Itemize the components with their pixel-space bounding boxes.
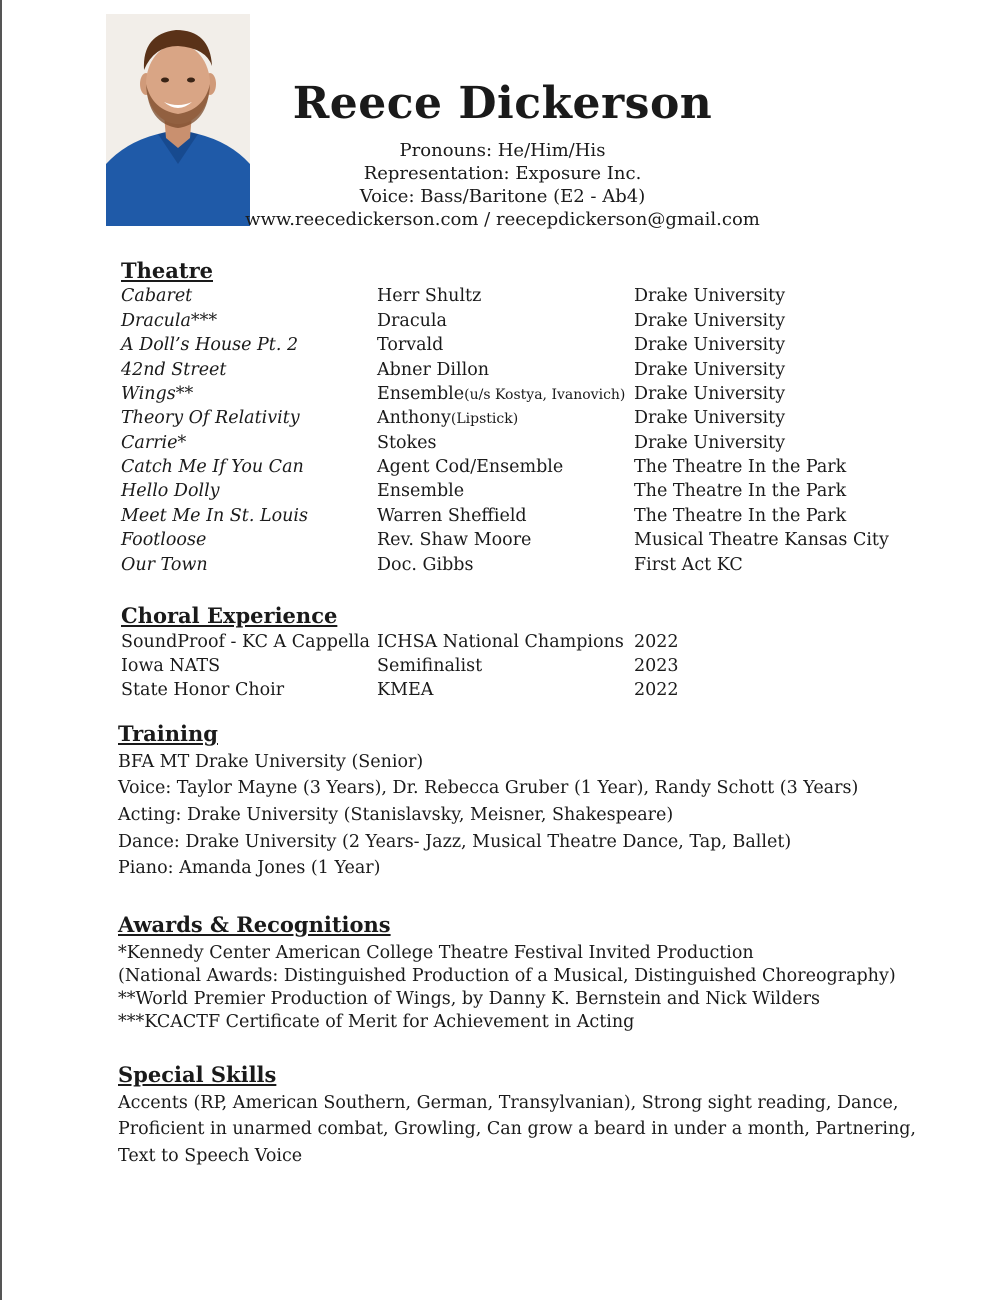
person-name: Reece Dickerson	[292, 78, 713, 129]
theatre-show: Cabaret	[121, 286, 193, 306]
theatre-venue: Drake University	[634, 433, 786, 453]
theatre-venue: Drake University	[634, 286, 786, 306]
theatre-show: Carrie*	[121, 433, 187, 453]
theatre-role: Agent Cod/Ensemble	[377, 457, 564, 477]
choral-group: SoundProof - KC A Cappella	[121, 632, 370, 652]
theatre-venue: Drake University	[634, 408, 786, 428]
theatre-role: Herr Shultz	[377, 286, 482, 306]
theatre-show: Dracula***	[121, 311, 218, 331]
theatre-role: Ensemble(u/s Kostya, Ivanovich)	[377, 384, 626, 404]
role-note: (u/s Kostya, Ivanovich)	[464, 387, 626, 403]
choral-heading: Choral Experience	[121, 603, 338, 628]
training-line: Acting: Drake University (Stanislavsky, Meisner, Shakespeare)	[118, 805, 674, 825]
choral-year: 2022	[634, 632, 679, 652]
awards-heading: Awards & Recognitions	[118, 912, 391, 937]
theatre-role: Abner Dillon	[377, 360, 490, 380]
theatre-role: Ensemble	[377, 481, 465, 501]
choral-group: Iowa NATS	[121, 656, 221, 676]
choral-year: 2022	[634, 680, 679, 700]
training-line: Dance: Drake University (2 Years- Jazz, Musical Theatre Dance, Tap, Ballet)	[118, 832, 792, 852]
theatre-venue: Drake University	[634, 335, 786, 355]
theatre-role: Stokes	[377, 433, 437, 453]
training-line: Piano: Amanda Jones (1 Year)	[118, 858, 381, 878]
role-note: (Lipstick)	[450, 411, 519, 427]
awards-line: *Kennedy Center American College Theatre Festival Invited Production	[118, 943, 754, 963]
theatre-show: 42nd Street	[121, 360, 227, 380]
theatre-show: Theory Of Relativity	[121, 408, 300, 428]
training-heading: Training	[118, 721, 218, 746]
theatre-heading: Theatre	[121, 258, 213, 283]
theatre-role: Doc. Gibbs	[377, 555, 474, 575]
skills-line: Accents (RP, American Southern, German, Transylvanian), Strong sight reading, Dance,	[118, 1093, 899, 1113]
representation: Representation: Exposure Inc.	[363, 163, 642, 184]
choral-group: State Honor Choir	[121, 680, 285, 700]
theatre-venue: Drake University	[634, 384, 786, 404]
theatre-show: Hello Dolly	[121, 481, 220, 501]
choral-year: 2023	[634, 656, 679, 676]
awards-line: **World Premier Production of Wings, by Danny K. Bernstein and Nick Wilders	[118, 989, 820, 1009]
skills-heading: Special Skills	[118, 1062, 277, 1087]
pronouns: Pronouns: He/Him/His	[399, 140, 606, 161]
awards-line: ***KCACTF Certificate of Merit for Achievement in Acting	[118, 1012, 635, 1032]
contact-line: www.reecedickerson.com / reecepdickerson@gmail.com	[245, 209, 760, 230]
theatre-role: Dracula	[377, 311, 447, 331]
theatre-venue: Musical Theatre Kansas City	[634, 530, 889, 550]
voice-range: Voice: Bass/Baritone (E2 - Ab4)	[359, 186, 646, 207]
theatre-show: Meet Me In St. Louis	[121, 506, 308, 526]
theatre-show: A Doll’s House Pt. 2	[121, 335, 299, 355]
training-line: BFA MT Drake University (Senior)	[118, 752, 424, 772]
theatre-role: Anthony(Lipstick)	[377, 408, 519, 428]
theatre-show: Footloose	[121, 530, 207, 550]
theatre-venue: Drake University	[634, 360, 786, 380]
theatre-venue: Drake University	[634, 311, 786, 331]
choral-result: Semifinalist	[377, 656, 483, 676]
skills-line: Text to Speech Voice	[118, 1146, 303, 1166]
theatre-role: Torvald	[377, 335, 444, 355]
theatre-show: Wings**	[121, 384, 194, 404]
theatre-show: Our Town	[121, 555, 208, 575]
theatre-venue: First Act KC	[634, 555, 743, 575]
theatre-venue: The Theatre In the Park	[634, 506, 847, 526]
theatre-role: Rev. Shaw Moore	[377, 530, 532, 550]
skills-line: Proficient in unarmed combat, Growling, Can grow a beard in under a month, Partnering,	[118, 1119, 916, 1139]
theatre-role: Warren Sheffield	[377, 506, 527, 526]
choral-result: KMEA	[377, 680, 434, 700]
awards-line: (National Awards: Distinguished Production of a Musical, Distinguished Choreography)	[118, 966, 896, 986]
theatre-show: Catch Me If You Can	[121, 457, 304, 477]
training-line: Voice: Taylor Mayne (3 Years), Dr. Rebecca Gruber (1 Year), Randy Schott (3 Years)	[118, 778, 859, 798]
theatre-venue: The Theatre In the Park	[634, 457, 847, 477]
theatre-venue: The Theatre In the Park	[634, 481, 847, 501]
choral-result: ICHSA National Champions	[377, 632, 624, 652]
